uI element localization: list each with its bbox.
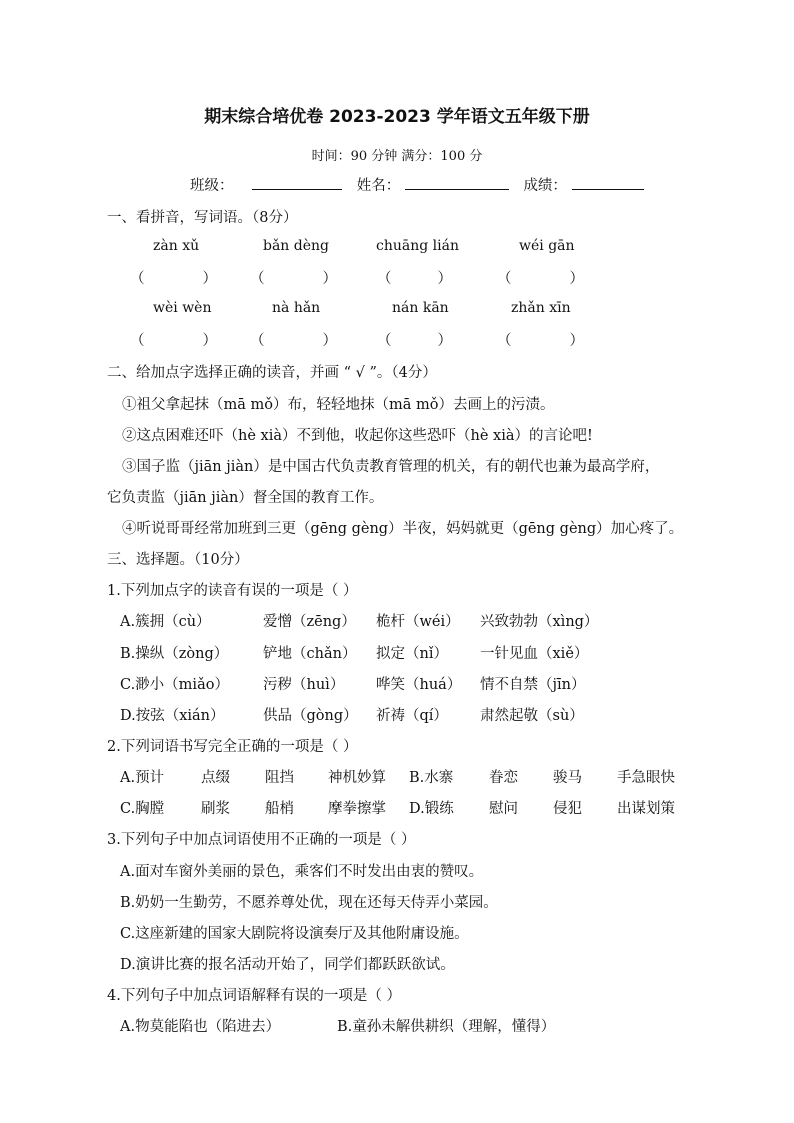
q2-c-3: 船梢 [265,801,294,817]
pinyin-5: wèi wèn [153,300,212,316]
q2-c-2: 刷浆 [201,801,230,817]
q4-option-a: A.物莫能陷也（陷进去） [120,1019,281,1035]
q2-a-3: 阻挡 [265,770,294,786]
answer-box-2[interactable]: （ ） [250,271,337,287]
pinyin-6: nà hǎn [272,300,321,316]
q1-b-4: 一针见血（xiě） [480,646,589,662]
q2-b-1: B.水寨 [409,770,454,786]
answer-box-7[interactable]: （ ） [377,333,452,349]
answer-box-6[interactable]: （ ） [250,333,337,349]
pinyin-4: wéi gān [519,238,575,254]
q2-a-1: A.预计 [120,770,165,786]
answer-box-3[interactable]: （ ） [377,271,452,287]
q3-stem: 3.下列句子中加点词语使用不正确的一项是（ ） [107,832,416,848]
q1-a-3: 桅杆（wéi） [376,614,460,630]
q3-option-c: C.这座新建的国家大剧院将设演奏厅及其他附庸设施。 [120,926,469,942]
q1-a-2: 爱憎（zēng） [263,614,356,630]
score-label: 成绩： [523,178,567,194]
q1-b-2: 铲地（chǎn） [263,646,357,662]
q3-option-b: B.奶奶一生勤劳，不愿养尊处优，现在还每天侍弄小菜园。 [120,895,498,911]
page-title: 期末综合培优卷 2023-2023 学年语文五年级下册 [204,107,590,127]
q1-d-4: 肃然起敬（sù） [480,708,584,724]
answer-box-4[interactable]: （ ） [497,271,584,287]
q1-a-1: A.簇拥（cù） [120,614,211,630]
q2-d-4: 出谋划策 [617,801,675,817]
q2-d-2: 慰问 [489,801,518,817]
q2-d-1: D.锻练 [409,801,454,817]
q1-stem: 1.下列加点字的读音有误的一项是（ ） [107,583,358,599]
name-label: 姓名： [356,178,401,194]
pinyin-3: chuāng lián [376,238,459,254]
q1-d-3: 祈祷（qí） [376,708,448,724]
q4-option-b: B.童孙未解供耕织（理解，懂得） [337,1019,556,1035]
q2-a-4: 神机妙算 [328,770,386,786]
section3-heading: 三、选择题。（10分） [107,552,249,568]
pinyin-2: bǎn dèng [263,238,330,254]
section2-line-5: ④听说哥哥经常加班到三更（gēng gèng）半夜，妈妈就更（gēng gèng）加心疼了。 [122,521,684,537]
q2-c-4: 摩拳擦掌 [328,801,386,817]
name-blank[interactable] [405,175,509,190]
answer-box-5[interactable]: （ ） [130,333,217,349]
q2-d-3: 侵犯 [553,801,582,817]
score-blank[interactable] [572,175,644,190]
q2-b-2: 眷恋 [489,770,518,786]
answer-box-1[interactable]: （ ） [130,271,217,287]
q2-a-2: 点缀 [201,770,230,786]
q1-c-3: 哗笑（huá） [376,677,462,693]
q1-b-1: B.操纵（zòng） [120,646,229,662]
pinyin-7: nán kān [392,300,449,316]
q1-c-2: 污秽（huì） [263,677,345,693]
time-info: 时间：90 分钟 满分：100 分 [311,149,483,164]
q1-c-1: C.渺小（miǎo） [120,677,229,693]
section1-heading: 一、看拼音，写词语。（8分） [107,210,298,226]
section2-line-3: ③国子监（jiān jiàn）是中国古代负责教育管理的机关，有的朝代也兼为最高学府， [122,459,660,475]
q1-b-3: 拟定（nǐ） [376,646,448,662]
q1-c-4: 情不自禁（jīn） [480,677,586,693]
q3-option-d: D.演讲比赛的报名活动开始了，同学们都跃跃欲试。 [120,957,455,973]
q4-stem: 4.下列句子中加点词语解释有误的一项是（ ） [107,988,401,1004]
info-row [190,174,644,195]
q1-a-4: 兴致勃勃（xìng） [480,614,599,630]
section2-line-2: ②这点困难还吓（hè xià）不到他，收起你这些恐吓（hè xià）的言论吧! [122,428,593,444]
q2-c-1: C.胸膛 [120,801,165,817]
section2-line-4: 它负责监（jiān jiàn）督全国的教育工作。 [107,490,384,506]
q2-stem: 2.下列词语书写完全正确的一项是（ ） [107,739,358,755]
class-label: 班级： [190,178,234,194]
pinyin-1: zàn xǔ [153,238,200,254]
section2-line-1: ①祖父拿起抹（mā mǒ）布，轻轻地抹（mā mǒ）去画上的污渍。 [122,397,555,413]
q3-option-a: A.面对车窗外美丽的景色，乘客们不时发出由衷的赞叹。 [120,864,484,880]
class-blank[interactable] [252,175,342,190]
q1-d-2: 供品（gòng） [263,708,358,724]
pinyin-8: zhǎn xīn [511,300,571,316]
q2-b-4: 手急眼快 [617,770,675,786]
q2-b-3: 骏马 [553,770,582,786]
answer-box-8[interactable]: （ ） [497,333,584,349]
section2-heading: 二、给加点字选择正确的读音，并画 “ √ ”。（4分） [107,365,437,381]
q1-d-1: D.按弦（xián） [120,708,225,724]
